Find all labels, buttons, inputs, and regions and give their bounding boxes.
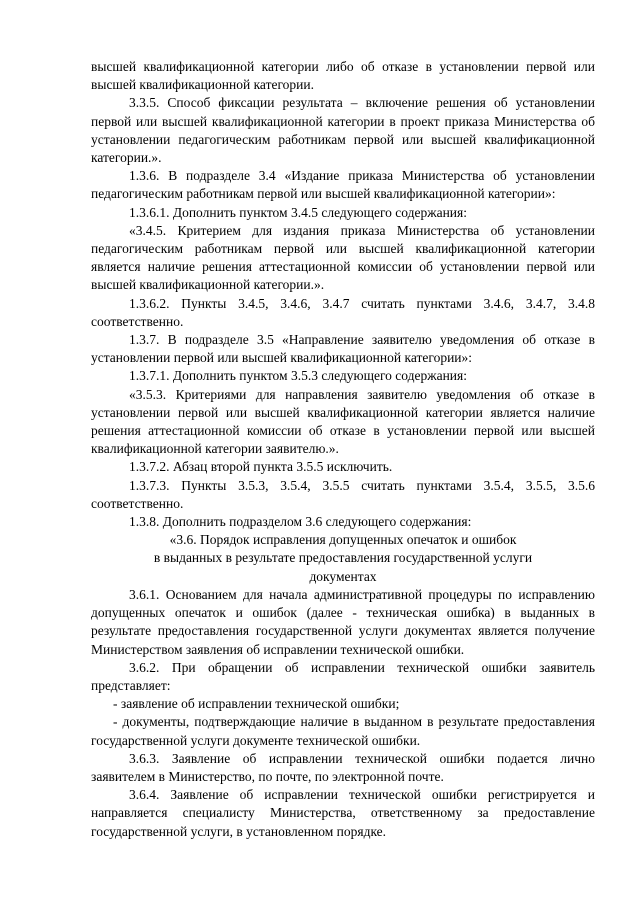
paragraph: 1.3.6.1. Дополнить пунктом 3.4.5 следующего содержания: xyxy=(129,204,467,220)
paragraph: высшей квалификационной категории либо об отказе в установлении первой или высшей квалификационной категории. xyxy=(91,59,595,93)
section-heading xyxy=(91,531,595,586)
list-item: - заявление об исправлении технической ошибки; xyxy=(113,696,400,712)
heading-line: «3.6. Порядок исправления допущенных опечаток и ошибок xyxy=(169,532,517,548)
heading-line: в выданных в результате предоставления государственной услуги xyxy=(153,550,533,566)
paragraph: 1.3.7.2. Абзац второй пункта 3.5.5 исключить. xyxy=(129,459,393,475)
paragraph: «3.4.5. Критерием для издания приказа Министерства об установлении педагогическим работникам первой или высшей квалификационной категории является наличие решения аттестационной комиссии об установлении первой или высшей квалификационной категории.». xyxy=(91,222,595,293)
paragraph: 3.3.5. Способ фиксации результата – включение решения об установлении первой или высшей квалификационной категории в проект приказа Министерства об установлении педагогическим работникам первой или высшей квалификационной категории.». xyxy=(91,95,595,166)
paragraph: 1.3.6.2. Пункты 3.4.5, 3.4.6, 3.4.7 считать пунктами 3.4.6, 3.4.7, 3.4.8 соответственно. xyxy=(91,295,595,329)
paragraph: 3.6.3. Заявление об исправлении технической ошибки подается лично заявителем в Министерство, по почте, по электронной почте. xyxy=(91,750,595,784)
paragraph: 3.6.2. При обращении об исправлении технической ошибки заявитель представляет: xyxy=(91,659,595,693)
list-item: - документы, подтверждающие наличие в выданном в результате предоставления государственной услуги документе технической ошибки. xyxy=(91,714,595,748)
paragraph: «3.5.3. Критериями для направления заявителю уведомления об отказе в установлении первой или высшей квалификационной категории является наличие решения аттестационной комиссии об отказе в установлении первой или высшей квалификационной категории заявителю.». xyxy=(91,386,595,457)
paragraph: 3.6.4. Заявление об исправлении технической ошибки регистрируется и направляется специалисту Министерства, ответственному за предоставление государственной услуги, в установленном порядке. xyxy=(91,787,595,839)
paragraph: 1.3.6. В подразделе 3.4 «Издание приказа Министерства об установлении педагогическим работникам первой или высшей квалификационной категории»: xyxy=(91,168,595,202)
paragraph: 1.3.8. Дополнить подразделом 3.6 следующего содержания: xyxy=(129,514,472,530)
heading-line: документах xyxy=(309,568,377,584)
paragraph: 1.3.7.3. Пункты 3.5.3, 3.5.4, 3.5.5 считать пунктами 3.5.4, 3.5.5, 3.5.6 соответственно. xyxy=(91,477,595,511)
document-page xyxy=(91,58,595,841)
paragraph: 1.3.7.1. Дополнить пунктом 3.5.3 следующего содержания: xyxy=(129,368,467,384)
paragraph: 1.3.7. В подразделе 3.5 «Направление заявителю уведомления об отказе в установлении первой или высшей квалификационной категории»: xyxy=(91,332,595,366)
paragraph: 3.6.1. Основанием для начала административной процедуры по исправлению допущенных опечаток и ошибок (далее - техническая ошибка) в выданных в результате предоставления государственной услуги документах является получение Министерством заявления об исправлении технической ошибки. xyxy=(91,586,595,657)
